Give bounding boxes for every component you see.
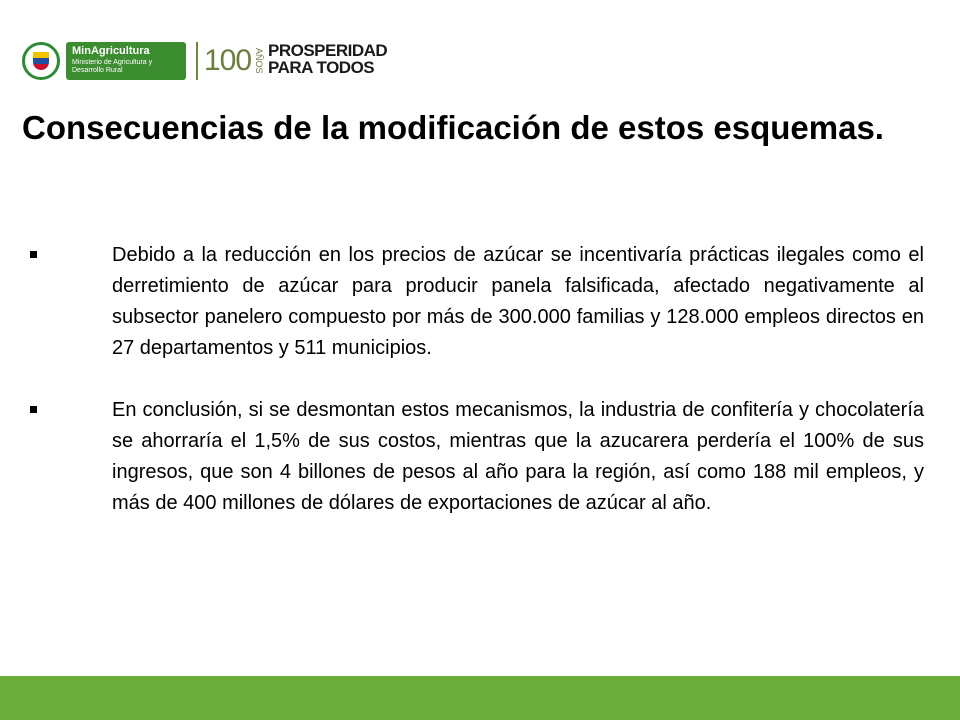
centenary-word: AÑOS <box>254 48 264 74</box>
ministry-subtitle: Ministerio de Agricultura y Desarrollo Rural <box>72 59 153 74</box>
bullet-list <box>30 240 924 550</box>
ministry-name: MinAgricultura <box>72 45 150 57</box>
centenary-number: 100 <box>204 44 252 77</box>
ministry-logo <box>66 42 186 80</box>
bullet-item <box>30 395 924 519</box>
bullet-text: Debido a la reducción en los precios de azúcar se incentivaría prácticas ilegales como el derretimiento de azúcar para producir panela falsificada, afectado negativamente al subsector panelero compuesto por más de 300.000 familias y 128.000 empleos directos en 27 departamentos y 511 municipios. <box>112 244 924 359</box>
slogan-logo <box>268 42 387 76</box>
logo-divider <box>196 42 198 80</box>
slogan-line-2: PARA TODOS <box>268 58 375 77</box>
coat-of-arms-icon <box>22 42 60 80</box>
slide-title: Consecuencias de la modificación de estos esquemas. <box>22 109 884 146</box>
footer-bar <box>0 676 960 720</box>
square-bullet-icon <box>30 251 37 258</box>
square-bullet-icon <box>30 406 37 413</box>
slogan-line-1: PROSPERIDAD <box>268 41 388 60</box>
bullet-text: En conclusión, si se desmontan estos mecanismos, la industria de confitería y chocolatería se ahorraría el 1,5% de sus costos, mientras que la azucarera perdería el 100% de sus ingresos, que son 4 billones de pesos al año para la región, así como 188 mil empleos, y más de 400 millones de dólares de exportaciones de azúcar al año. <box>112 399 924 514</box>
bullet-item <box>30 240 924 364</box>
header-logos <box>22 38 388 88</box>
